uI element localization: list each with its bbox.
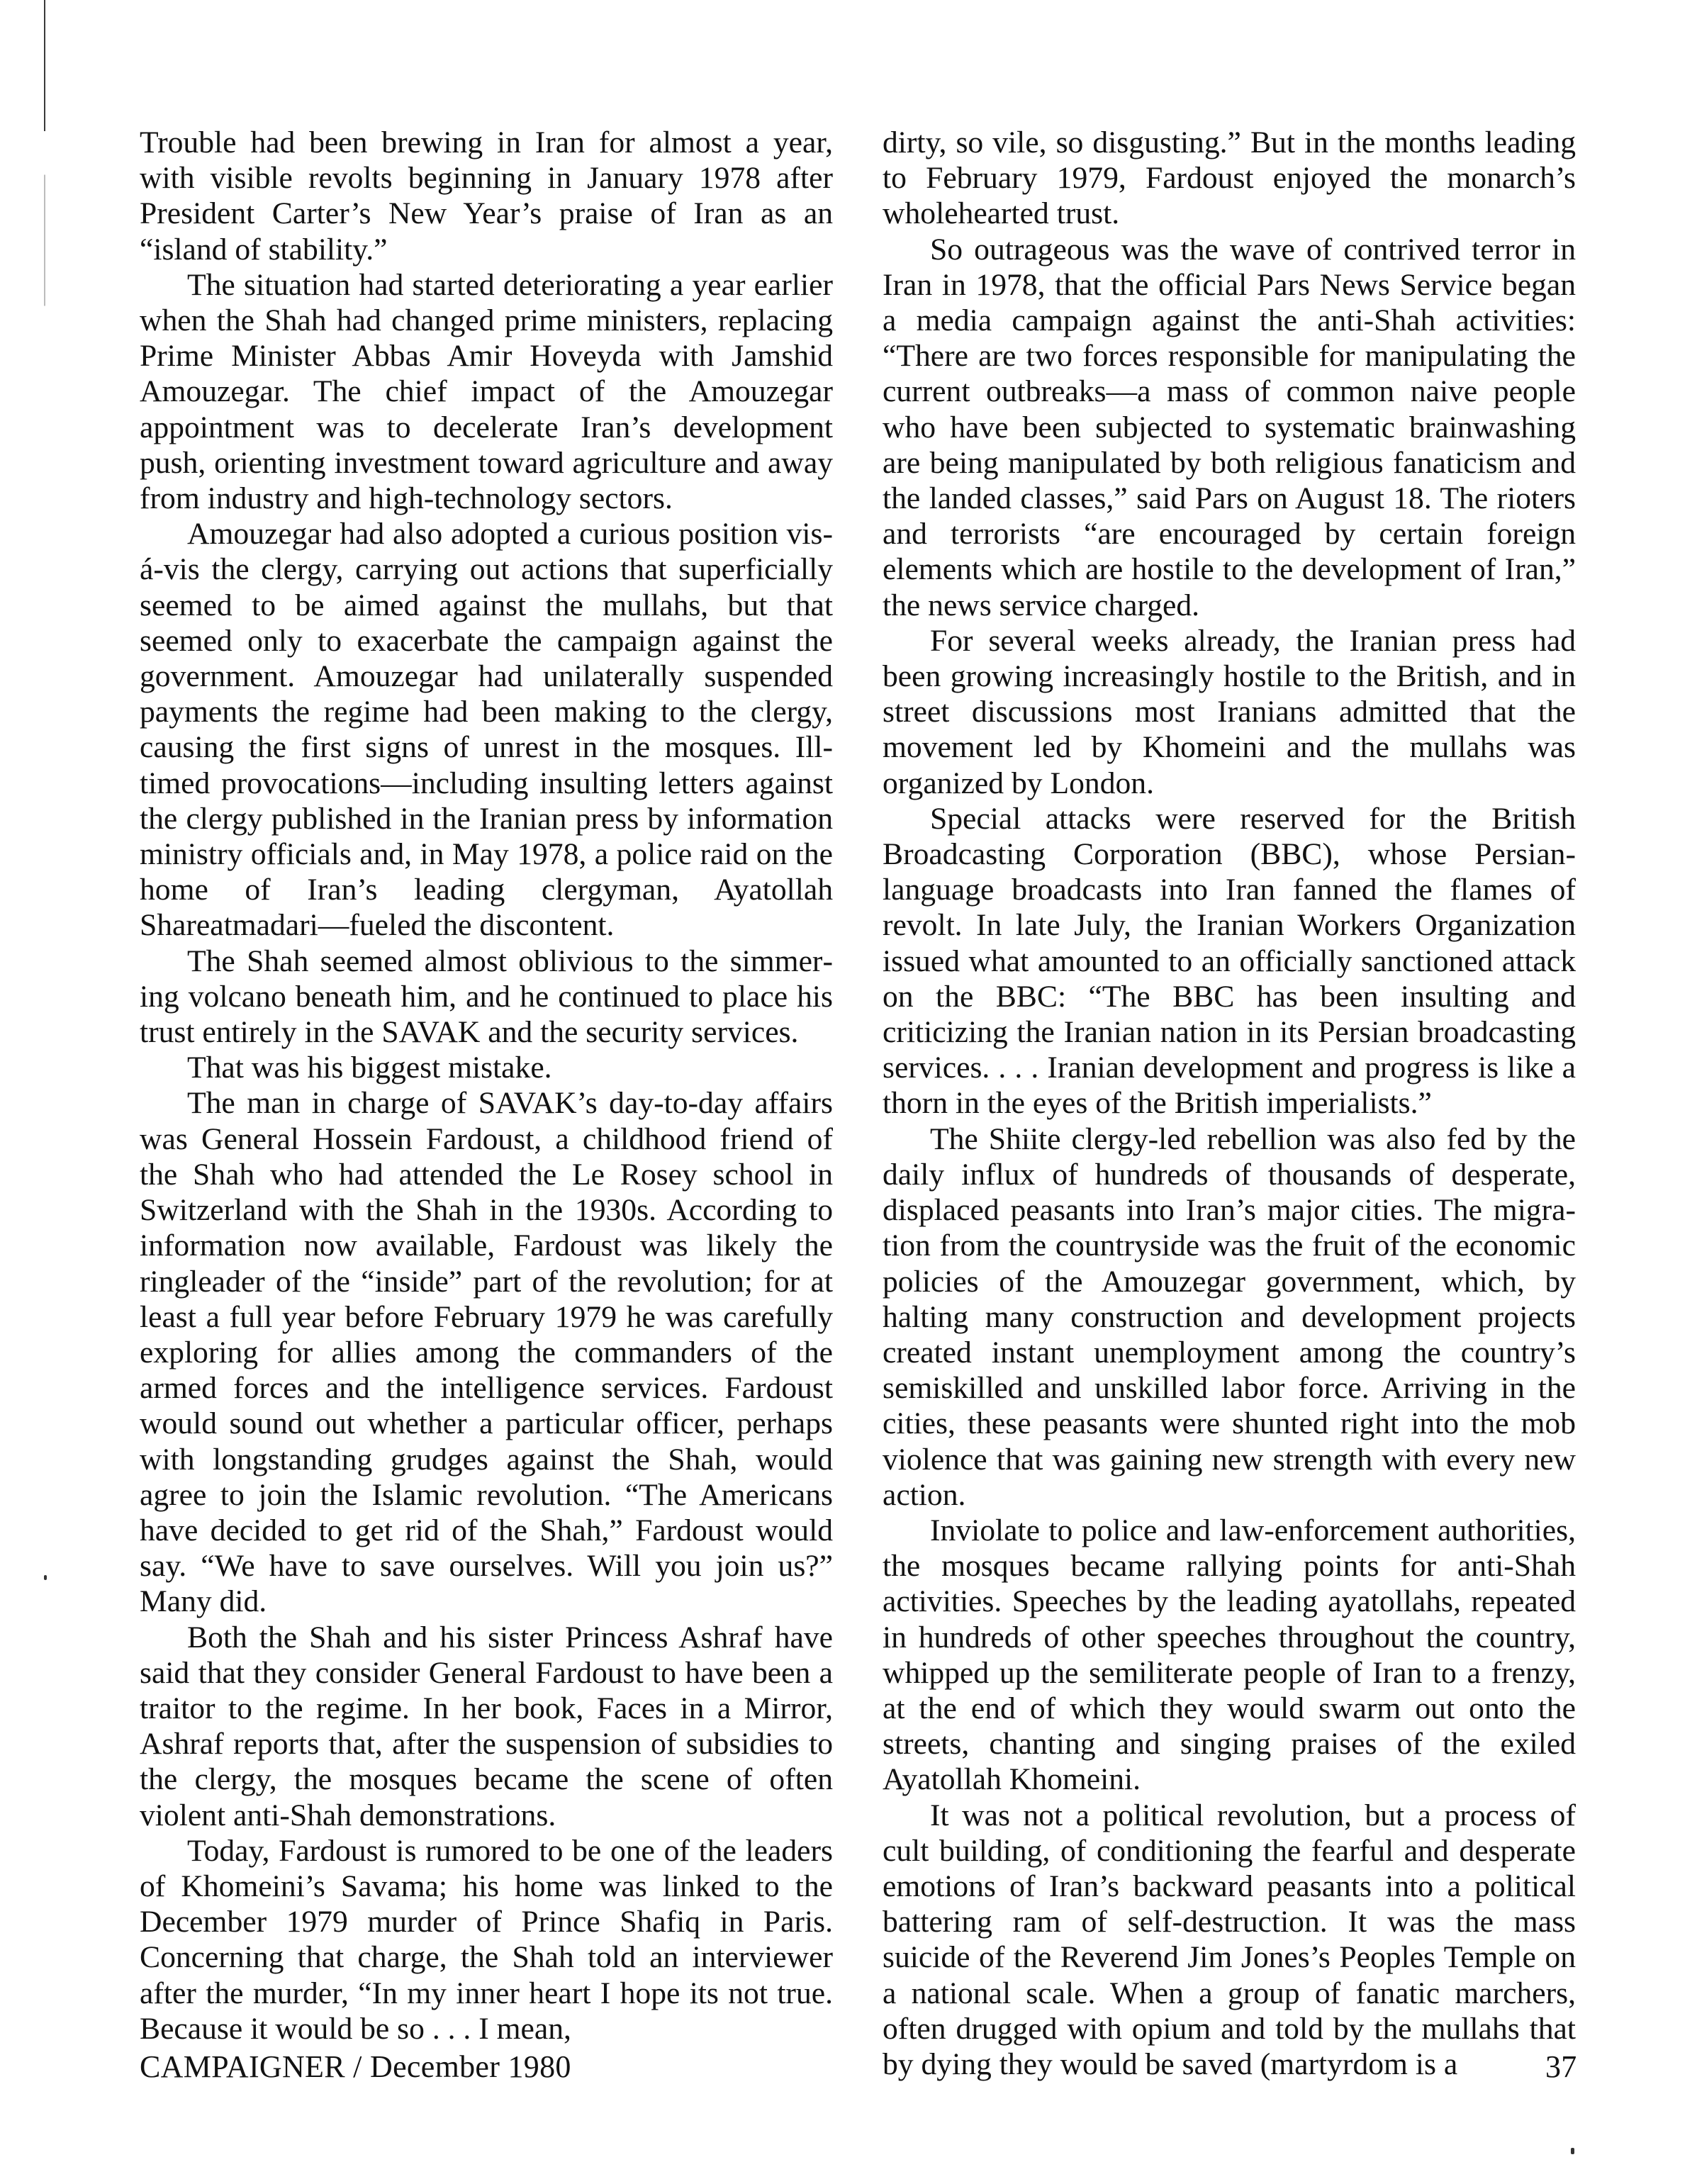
paragraph: Special attacks were reserved for the British Broadcasting Corporation (BBC), whose Persian-language broadcasts into Iran fanned the flames of revolt. In late July, the Iranian Workers Organization issued what amounted to an officially sanctioned attack on the BBC: “The BBC has been insulting and criticizing the Iranian nation in its Persian broadcasting services. . . . Iranian development and progress is like a thorn in the eyes of the British imperialists.” <box>883 801 1576 1121</box>
paragraph: dirty, so vile, so disgusting.” But in the months leading to February 1979, Fardoust enjoyed the monarch’s wholehearted trust. <box>883 125 1576 231</box>
publication-footer: CAMPAIGNER / December 1980 <box>140 2049 571 2084</box>
scan-speck <box>44 1575 47 1580</box>
paragraph: Both the Shah and his sister Princess Ashraf have said that they consider General Fardoust to have been a traitor to the regime. In her book, Faces in a Mirror, Ashraf reports that, after the suspension of subsidies to the clergy, the mosques became the scene of often violent anti-Shah demonstrations. <box>140 1620 833 1832</box>
paragraph: For several weeks already, the Iranian press had been growing increasingly hostile to the British, and in street discussions most Iranians admitted that the movement led by Khomeini and the mullahs was organized by London. <box>883 623 1576 800</box>
article-column-left <box>140 125 833 2046</box>
paragraph: The Shah seemed almost oblivious to the simmering volcano beneath him, and he continued to place his trust entirely in the SAVAK and the security services. <box>140 943 833 1050</box>
paragraph: Amouzegar had also adopted a curious position vis-á-vis the clergy, carrying out actions that superficially seemed to be aimed against the mullahs, but that seemed only to exacerbate the campaign against the government. Amouzegar had unilaterally suspended payments the regime had been making to the clergy, causing the first signs of unrest in the mosques. Ill-timed provocations—including insulting letters against the clergy published in the Iranian press by information ministry officials and, in May 1978, a police raid on the home of Iran’s leading clergyman, Ayatollah Shareatmadari—fueled the discontent. <box>140 517 833 943</box>
paragraph: Today, Fardoust is rumored to be one of the leaders of Khomeini’s Savama; his home was linked to the December 1979 murder of Prince Shafiq in Paris. Concerning that charge, the Shah told an interviewer after the murder, “In my inner heart I hope its not true. Because it would be so . . . I mean, <box>140 1833 833 2046</box>
paragraph: That was his biggest mistake. <box>187 1051 552 1085</box>
paragraph: It was not a political revolution, but a process of cult building, of conditioning the fearful and desperate emotions of Iran’s backward peasants into a political battering ram of self-destruction. It was the mass suicide of the Reverend Jim Jones’s Peoples Temple on a national scale. When a group of fanatic marchers, often drugged with opium and told by the mullahs that by dying they would be saved (martyrdom is a <box>883 1798 1576 2081</box>
paragraph: The Shiite clergy-led rebellion was also fed by the daily influx of hundreds of thousands of desperate, displaced peasants into Iran’s major cities. The migration from the countryside was the fruit of the economic policies of the Amouzegar government, which, by halting many construction and development projects created instant unemployment among the country’s semiskilled and unskilled labor force. Arriving in the cities, these peasants were shunted right into the mob violence that was gaining new strength with every new action. <box>883 1121 1576 1512</box>
paragraph: Trouble had been brewing in Iran for almost a year, with visible revolts beginning in January 1978 after President Carter’s New Year’s praise of Iran as an “island of stability.” <box>140 125 833 267</box>
paragraph: So outrageous was the wave of contrived terror in Iran in 1978, that the official Pars News Service began a media campaign against the anti-Shah activities: “There are two forces responsible for manipulating the current outbreaks—a mass of common naive people who have been subjected to systematic brainwashing are being manipulated by both religious fanaticism and the landed classes,” said Pars on August 18. The rioters and terrorists “are encouraged by certain foreign elements which are hostile to the development of Iran,” the news service charged. <box>883 232 1576 622</box>
page-number: 37 <box>1545 2049 1577 2084</box>
article-column-right <box>883 125 1576 2082</box>
paragraph: The situation had started deteriorating a year earlier when the Shah had changed prime ministers, replacing Prime Minister Abbas Amir Hoveyda with Jamshid Amouzegar. The chief impact of the Amouzegar appointment was to decelerate Iran’s development push, orienting investment toward agriculture and away from industry and high-technology sectors. <box>140 267 833 516</box>
scan-speck <box>1571 2148 1574 2154</box>
paragraph: The man in charge of SAVAK’s day-to-day affairs was General Hossein Fardoust, a childhood friend of the Shah who had attended the Le Rosey school in Switzerland with the Shah in the 1930s. According to information now available, Fardoust was likely the ringleader of the “inside” part of the revolution; for at least a full year before February 1979 he was carefully exploring for allies among the commanders of the armed forces and the intelligence services. Fardoust would sound out whether a particular officer, perhaps with longstanding grudges against the Shah, would agree to join the Islamic revolution. “The Americans have decided to get rid of the Shah,” Fardoust would say. “We have to save ourselves. Will you join us?” Many did. <box>140 1086 833 1619</box>
paragraph: Inviolate to police and law-enforcement authorities, the mosques became rallying points for anti-Shah activities. Speeches by the leading ayatollahs, repeated in hundreds of other speeches throughout the country, whipped up the semiliterate people of Iran to a frenzy, at the end of which they would swarm out onto the streets, chanting and singing praises of the exiled Ayatollah Khomeini. <box>883 1513 1576 1797</box>
scan-edge-line <box>44 0 45 2184</box>
